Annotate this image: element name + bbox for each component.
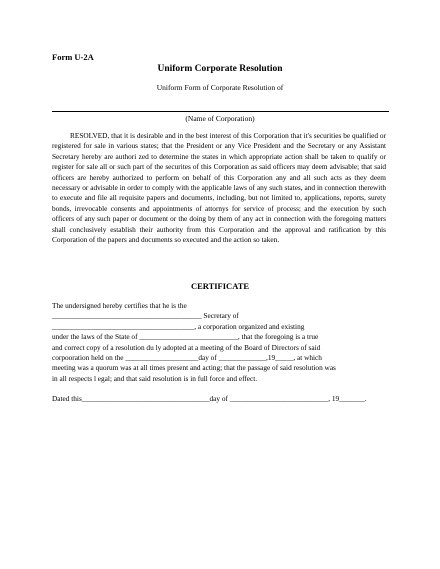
certificate-line: _______________________________________, a corporation organized and existing — [52, 321, 305, 331]
certificate-heading: CERTIFICATE — [190, 281, 250, 291]
certificate-line: meeting was a quorum was at all times present and acting; that the passage of said resolution was — [52, 363, 336, 373]
certificate-line: in all respects l egal; and that said resolution is in full force and effect. — [52, 373, 258, 383]
resolution-paragraph: RESOLVED, that it is desirable and in the best interest of this Corporation that it's securities be qualified or registered for sale in various states; that the President or any Vice President and the Secretary or any Assistant Secretary hereby are authori zed to determine the states in which appropriate action shall be taken to qualify or register for sale all or such part of the securites of this Corporation as said officers may deem advisable; that said officers are hereby authorized to perform on behalf of this Corporation any and all such acts as they deem necessary or advisable in order to comply with the applicable laws of any such states, and in connection therewith to execute and file all requisite papers and documents, including, but not limited to, applications, reports, surety bonds, irrevocable consents and appointments of attornys for service of process; and the execution by such officers of any such paper or document or the doing by them of any act in connection with the foregoing matters shall conclusively establish their authority from this Corporation and the approval and ratification by this Corporation of the papers and documents so executed and the action so taken. — [52, 131, 386, 245]
corporation-name-line — [52, 111, 389, 112]
certificate-body — [52, 301, 386, 384]
form-id: Form U-2A — [52, 52, 94, 62]
certificate-line: corpooration held on the ____________________day of _____________,19_____, at which — [52, 353, 322, 363]
certificate-line: _________________________________________ Secretary of — [52, 311, 239, 321]
document-title: Uniform Corporate Resolution — [157, 64, 283, 74]
corporation-name-label: (Name of Corporation) — [185, 114, 255, 123]
certificate-line: under the laws of the State of ___________________________, that the foregoing is a true — [52, 332, 319, 342]
certificate-line: The undersigned hereby certifies that he is the — [52, 301, 187, 310]
document-subtitle: Uniform Form of Corporate Resolution of — [156, 83, 284, 92]
certificate-line: and correct copy of a resolution du ly adopted at a meeting of the Board of Directors of said — [52, 342, 321, 352]
dated-line: Dated this___________________________________day of ___________________________, 19_______. — [52, 394, 367, 403]
